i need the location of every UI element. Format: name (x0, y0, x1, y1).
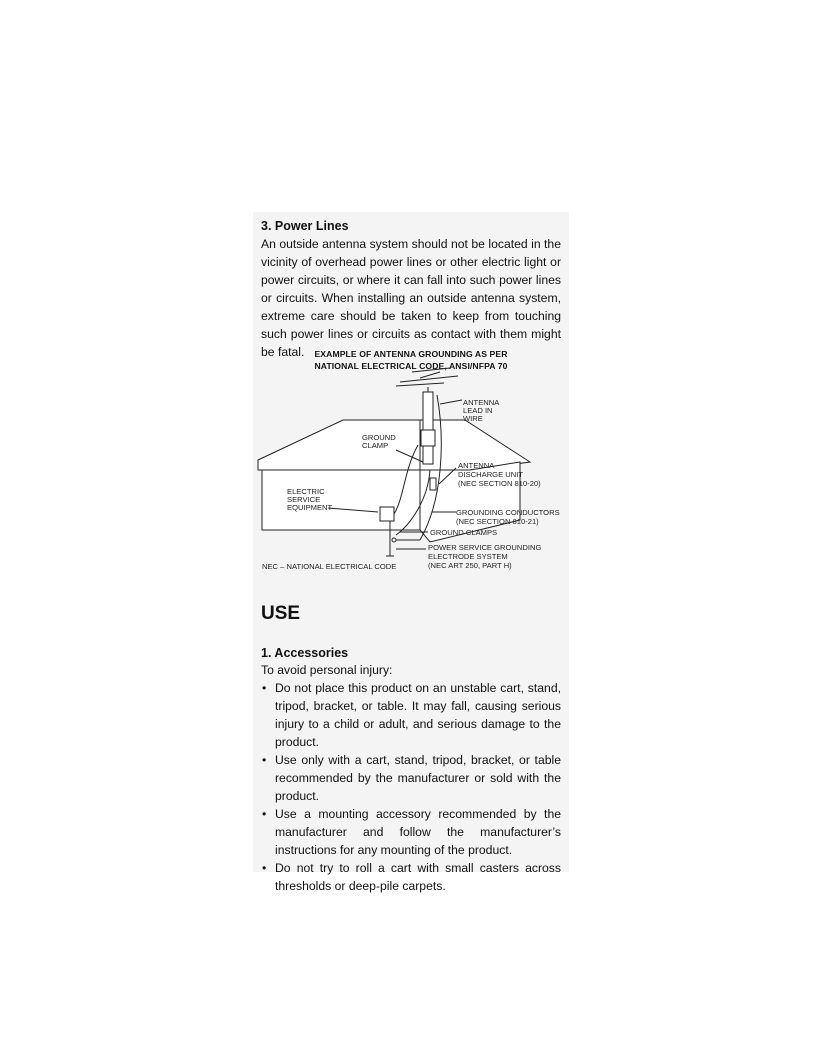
power-lines-heading: 3. Power Lines (261, 219, 349, 233)
diagram-caption-line1: EXAMPLE OF ANTENNA GROUNDING AS PER (314, 349, 508, 359)
label-discharge-1: ANTENNA (458, 461, 495, 470)
label-ground-clamp-1: GROUND (362, 433, 396, 442)
accessories-list (261, 679, 561, 895)
list-item: • Do not try to roll a cart with small casters across thresholds or deep-pile carpets. (261, 859, 561, 895)
label-nec: NEC – NATIONAL ELECTRICAL CODE (262, 562, 397, 571)
accessories-section (261, 646, 561, 895)
label-electric-2: SERVICE (287, 495, 321, 504)
list-item: • Do not place this product on an unstable cart, stand, tripod, bracket, or table. It may fall, causing serious injury to a child or adult, and serious damage to the product. (261, 679, 561, 751)
accessories-heading: 1. Accessories (261, 646, 349, 660)
use-title: USE (261, 603, 301, 624)
power-lines-body: An outside antenna system should not be located in the vicinity of overhead power lines or other electric light or power circuits, or where it can fall into such power lines or circuits. When installing an outside antenna system, extreme care should be taken to keep from touching such power lines or circuits as contact with them might be fatal. (261, 237, 561, 359)
label-electric-3: EQUIPMENT (287, 503, 333, 512)
label-antenna-lead-1: ANTENNA (463, 398, 500, 407)
label-ground-clamp-2: CLAMP (362, 441, 389, 450)
label-electric-1: ELECTRIC (287, 487, 325, 496)
label-antenna-lead-3: WIRE (463, 414, 483, 423)
list-item: • Use a mounting accessory recommended by the manufacturer and follow the manufacturer’s instructions for any mounting of the product. (261, 805, 561, 859)
label-antenna-lead-2: LEAD IN (463, 406, 493, 415)
label-discharge-2: DISCHARGE UNIT (458, 470, 523, 479)
label-power-1: POWER SERVICE GROUNDING (428, 543, 542, 552)
label-discharge-3: (NEC SECTION 810-20) (458, 479, 541, 488)
label-conductors-1: GROUNDING CONDUCTORS (456, 508, 560, 517)
label-ground-clamps: GROUND CLAMPS (430, 528, 498, 537)
label-power-3: (NEC ART 250, PART H) (428, 561, 512, 570)
label-conductors-2: (NEC SECTION 810-21) (456, 517, 539, 526)
diagram-caption-line2: NATIONAL ELECTRICAL CODE, ANSI/NFPA 70 (314, 361, 508, 371)
label-power-2: ELECTRODE SYSTEM (428, 552, 508, 561)
accessories-intro: To avoid personal injury: (261, 663, 393, 677)
list-item: • Use only with a cart, stand, tripod, bracket, or table recommended by the manufacturer or sold with the product. (261, 751, 561, 805)
